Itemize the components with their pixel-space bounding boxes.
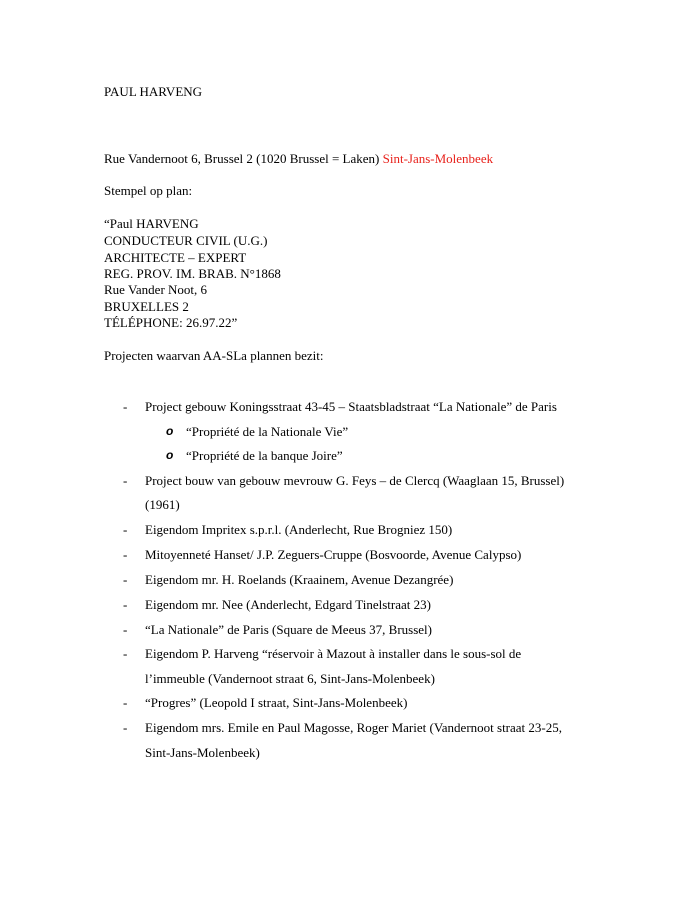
address-highlight: Sint-Jans-Molenbeek: [382, 151, 494, 166]
list-bullet: -: [123, 646, 128, 661]
list-bullet: -: [123, 547, 128, 562]
stamp-line: Rue Vander Noot, 6: [104, 282, 208, 297]
document-title: PAUL HARVENG: [104, 84, 203, 99]
list-bullet: -: [123, 695, 128, 710]
list-bullet: -: [123, 572, 128, 587]
list-bullet: -: [123, 522, 128, 537]
stamp-line: TÉLÉPHONE: 26.97.22”: [104, 315, 238, 330]
stamp-line: REG. PROV. IM. BRAB. N°1868: [104, 266, 281, 281]
projects-heading: Projecten waarvan AA-SLa plannen bezit:: [104, 348, 324, 363]
list-bullet: -: [123, 622, 128, 637]
sub-list-item: “Propriété de la Nationale Vie”: [186, 424, 349, 439]
address-text: Rue Vandernoot 6, Brussel 2 (1020 Brussel = Laken): [104, 151, 383, 166]
stamp-line: ARCHITECTE – EXPERT: [104, 250, 247, 265]
list-bullet: -: [123, 399, 128, 414]
stamp-line: BRUXELLES 2: [104, 299, 189, 314]
stamp-line: CONDUCTEUR CIVIL (U.G.): [104, 233, 268, 248]
list-item: Eigendom P. Harveng “réservoir à Mazout à installer dans le sous-sol de: [145, 646, 522, 661]
list-bullet: -: [123, 720, 128, 735]
list-item: Eigendom Impritex s.p.r.l. (Anderlecht, Rue Brogniez 150): [145, 522, 453, 537]
address-line: [104, 150, 493, 167]
list-item: Eigendom mrs. Emile en Paul Magosse, Roger Mariet (Vandernoot straat 23-25,: [145, 720, 562, 735]
list-item: Project gebouw Koningsstraat 43-45 – Staatsbladstraat “La Nationale” de Paris: [145, 399, 557, 414]
list-item: Eigendom mr. Nee (Anderlecht, Edgard Tinelstraat 23): [145, 597, 431, 612]
sub-list-item: “Propriété de la banque Joire”: [186, 448, 343, 463]
sub-bullet-icon: o: [166, 424, 174, 438]
list-item-continuation: l’immeuble (Vandernoot straat 6, Sint-Jans-Molenbeek): [145, 671, 435, 686]
stamp-line: “Paul HARVENG: [104, 216, 199, 231]
stamp-heading: Stempel op plan:: [104, 183, 193, 198]
list-item: Eigendom mr. H. Roelands (Kraainem, Avenue Dezangrée): [145, 572, 454, 587]
list-bullet: -: [123, 473, 128, 488]
sub-bullet-icon: o: [166, 448, 174, 462]
list-item: “La Nationale” de Paris (Square de Meeus 37, Brussel): [145, 622, 432, 637]
list-bullet: -: [123, 597, 128, 612]
list-item: Project bouw van gebouw mevrouw G. Feys – de Clercq (Waaglaan 15, Brussel): [145, 473, 565, 488]
list-item-continuation: Sint-Jans-Molenbeek): [145, 745, 260, 760]
list-item: Mitoyenneté Hanset/ J.P. Zeguers-Cruppe (Bosvoorde, Avenue Calypso): [145, 547, 522, 562]
list-item: “Progres” (Leopold I straat, Sint-Jans-Molenbeek): [145, 695, 408, 710]
list-item-continuation: (1961): [145, 497, 180, 512]
